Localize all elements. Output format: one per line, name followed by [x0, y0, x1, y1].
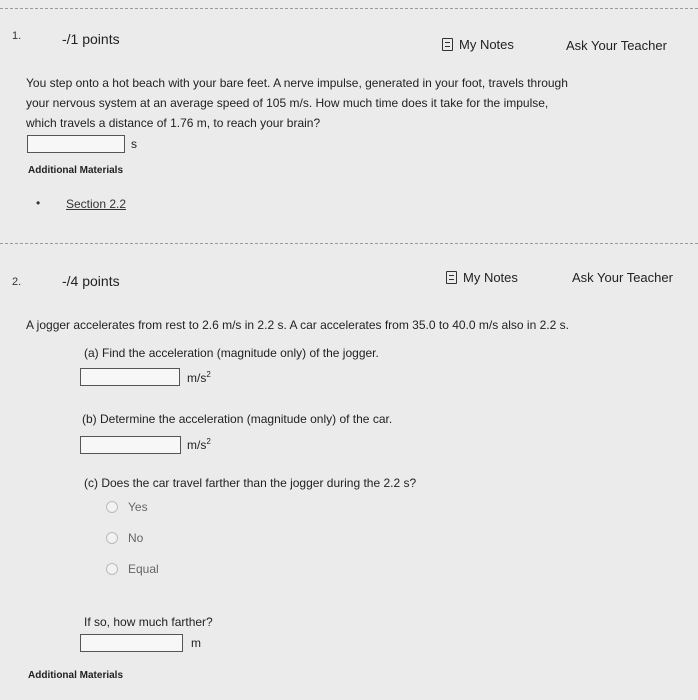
- question-1-text-line-2: your nervous system at an average speed of 105 m/s. How much time does it take for the impulse,: [26, 96, 549, 110]
- question-2-intro: A jogger accelerates from rest to 2.6 m/s in 2.2 s. A car accelerates from 35.0 to 40.0 m/s also in 2.2 s.: [26, 318, 569, 332]
- question-1-points: -/1 points: [62, 31, 120, 47]
- option-equal[interactable]: [106, 562, 159, 576]
- option-no[interactable]: [106, 531, 143, 545]
- question-1-additional-materials: Additional Materials: [28, 165, 124, 176]
- question-1-number: 1.: [12, 30, 22, 42]
- question-1-text-line-3: which travels a distance of 1.76 m, to reach your brain?: [26, 116, 321, 130]
- top-divider: [0, 8, 698, 9]
- question-1-text-line-1: You step onto a hot beach with your bare feet. A nerve impulse, generated in your foot, travels through: [26, 76, 568, 90]
- radio-button[interactable]: [106, 563, 118, 575]
- question-2-if-so: If so, how much farther?: [84, 615, 213, 629]
- question-1-answer-input[interactable]: [27, 135, 125, 153]
- question-2-part-c: (c) Does the car travel farther than the jogger during the 2.2 s?: [84, 476, 417, 490]
- my-notes-label: My Notes: [459, 37, 514, 52]
- question-2-part-c-unit: m: [191, 636, 201, 650]
- question-2-part-a: (a) Find the acceleration (magnitude only) of the jogger.: [84, 346, 379, 360]
- question-2-ask-teacher-button[interactable]: Ask Your Teacher: [572, 270, 673, 285]
- question-2-part-a-input[interactable]: [80, 368, 180, 386]
- question-1-ask-teacher-button[interactable]: Ask Your Teacher: [566, 38, 667, 53]
- question-2-part-c-input[interactable]: [80, 634, 183, 652]
- question-2-number: 2.: [12, 276, 22, 288]
- notes-icon: [442, 38, 453, 51]
- radio-button[interactable]: [106, 501, 118, 513]
- question-2-part-a-unit: $m/s^2$: [187, 370, 211, 385]
- question-2-my-notes-button[interactable]: [446, 270, 518, 285]
- question-2-part-b-input[interactable]: [80, 436, 181, 454]
- section-2-2-link[interactable]: Section 2.2: [66, 197, 127, 211]
- notes-icon: [446, 271, 457, 284]
- question-2-part-b: (b) Determine the acceleration (magnitude only) of the car.: [82, 412, 393, 426]
- question-1-unit: s: [131, 137, 137, 151]
- question-2-points: -/4 points: [62, 273, 120, 289]
- my-notes-label: My Notes: [463, 270, 518, 285]
- question-divider: [0, 243, 698, 244]
- question-2-additional-materials: Additional Materials: [28, 670, 124, 681]
- section-bullet: •: [36, 196, 41, 210]
- option-yes-label: Yes: [128, 500, 148, 514]
- option-no-label: No: [128, 531, 144, 545]
- option-yes[interactable]: [106, 500, 148, 514]
- question-2-part-b-unit: $m/s^2$: [187, 437, 211, 452]
- option-equal-label: Equal: [128, 562, 159, 576]
- radio-button[interactable]: [106, 532, 118, 544]
- question-1-my-notes-button[interactable]: [442, 37, 514, 52]
